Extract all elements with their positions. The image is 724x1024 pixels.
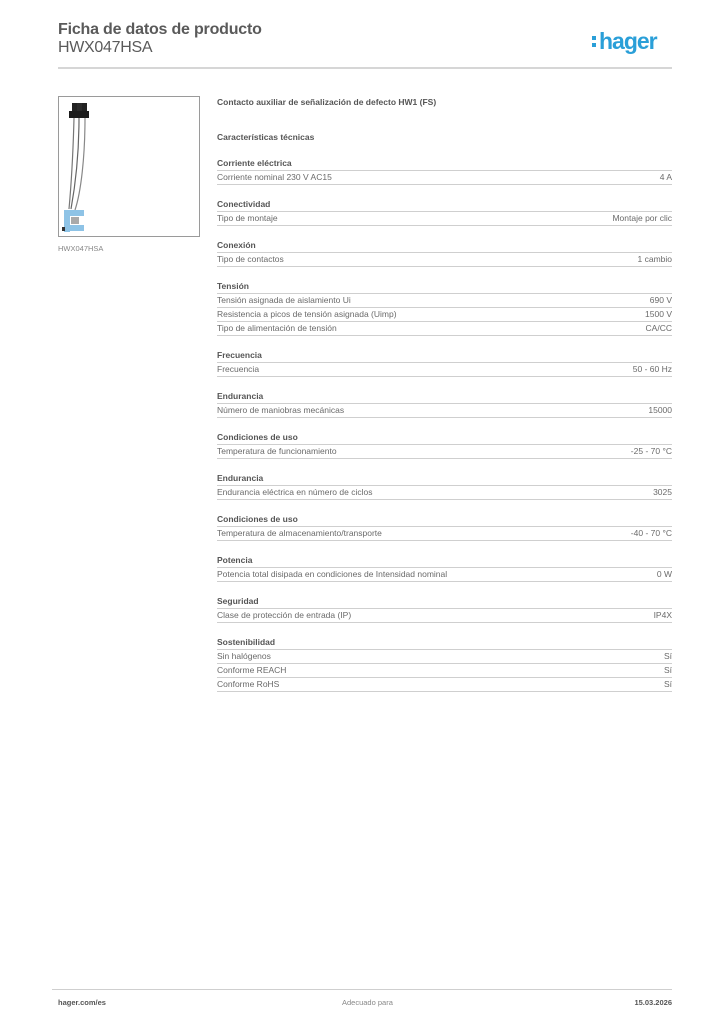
spec-section [217, 281, 672, 336]
spec-sections [217, 158, 672, 692]
spec-value: CA/CC [645, 323, 672, 333]
spec-row [217, 363, 672, 377]
spec-section [217, 391, 672, 418]
spec-label: Tensión asignada de aislamiento Ui [217, 295, 351, 305]
spec-row [217, 294, 672, 308]
spec-label: Conforme RoHS [217, 679, 280, 689]
spec-label: Tipo de contactos [217, 254, 284, 264]
spec-value: 15000 [648, 405, 672, 415]
section-heading: Conectividad [217, 199, 672, 212]
spec-row [217, 527, 672, 541]
section-heading: Corriente eléctrica [217, 158, 672, 171]
section-heading: Endurancia [217, 473, 672, 486]
spec-label: Clase de protección de entrada (IP) [217, 610, 352, 620]
section-heading: Seguridad [217, 596, 672, 609]
spec-section [217, 514, 672, 541]
spec-section [217, 596, 672, 623]
spec-value: 1500 V [645, 309, 672, 319]
spec-value: Sí [663, 679, 672, 689]
section-heading: Condiciones de uso [217, 514, 672, 527]
spec-value: 690 V [649, 295, 672, 305]
footer-date: 15.03.2026 [634, 998, 672, 1007]
spec-row [217, 253, 672, 267]
header-divider [58, 67, 672, 69]
spec-label: Sin halógenos [217, 651, 271, 661]
footer-website: hager.com/es [58, 998, 106, 1007]
spec-label: Temperatura de funcionamiento [217, 446, 337, 456]
spec-label: Número de maniobras mecánicas [217, 405, 345, 415]
spec-value: Montaje por clic [612, 213, 672, 223]
spec-section [217, 432, 672, 459]
spec-label: Tipo de montaje [217, 213, 278, 223]
spec-section [217, 350, 672, 377]
spec-value: 4 A [659, 172, 672, 182]
spec-section [217, 555, 672, 582]
section-heading: Condiciones de uso [217, 432, 672, 445]
section-heading: Endurancia [217, 391, 672, 404]
spec-label: Resistencia a picos de tensión asignada (Uimp) [217, 309, 397, 319]
spec-value: Sí [663, 665, 672, 675]
product-image [58, 96, 200, 237]
spec-label: Potencia total disipada en condiciones de Intensidad nominal [217, 569, 448, 579]
section-heading: Sostenibilidad [217, 637, 672, 650]
spec-row [217, 171, 672, 185]
spec-row [217, 664, 672, 678]
spec-value: -25 - 70 °C [630, 446, 672, 456]
product-photo-icon [59, 97, 199, 236]
spec-row [217, 568, 672, 582]
spec-section [217, 473, 672, 500]
spec-value: 3025 [653, 487, 672, 497]
spec-label: Corriente nominal 230 V AC15 [217, 172, 332, 182]
spec-value: Sí [663, 651, 672, 661]
spec-value: 0 W [656, 569, 672, 579]
spec-label: Endurancia eléctrica en número de ciclos [217, 487, 373, 497]
spec-value: 1 cambio [637, 254, 672, 264]
spec-label: Conforme REACH [217, 665, 287, 675]
image-caption: HWX047HSA [58, 244, 104, 253]
spec-label: Temperatura de almacenamiento/transporte [217, 528, 382, 538]
logo-colon-icon [592, 35, 597, 49]
spec-value: 50 - 60 Hz [632, 364, 672, 374]
section-heading: Tensión [217, 281, 672, 294]
product-title: Contacto auxiliar de señalización de defecto HW1 (FS) [217, 97, 437, 107]
spec-row [217, 212, 672, 226]
logo-text: hager [599, 28, 657, 54]
hager-logo [592, 28, 657, 55]
spec-row [217, 308, 672, 322]
spec-row [217, 486, 672, 500]
characteristics-title: Características técnicas [217, 132, 315, 142]
document-title: Ficha de datos de producto [58, 21, 262, 38]
spec-section [217, 158, 672, 185]
spec-row [217, 322, 672, 336]
spec-row [217, 445, 672, 459]
spec-label: Tipo de alimentación de tensión [217, 323, 337, 333]
spec-row [217, 678, 672, 692]
spec-value: -40 - 70 °C [630, 528, 672, 538]
spec-value: IP4X [653, 610, 672, 620]
spec-section [217, 240, 672, 267]
specifications [217, 96, 672, 692]
spec-row [217, 404, 672, 418]
spec-section [217, 199, 672, 226]
section-heading: Conexión [217, 240, 672, 253]
spec-label: Frecuencia [217, 364, 260, 374]
section-heading: Potencia [217, 555, 672, 568]
spec-row [217, 609, 672, 623]
footer-divider [52, 989, 672, 990]
product-code: HWX047HSA [58, 39, 153, 56]
footer-suitable-for: Adecuado para [342, 998, 393, 1007]
section-heading: Frecuencia [217, 350, 672, 363]
spec-row [217, 650, 672, 664]
spec-section [217, 637, 672, 692]
